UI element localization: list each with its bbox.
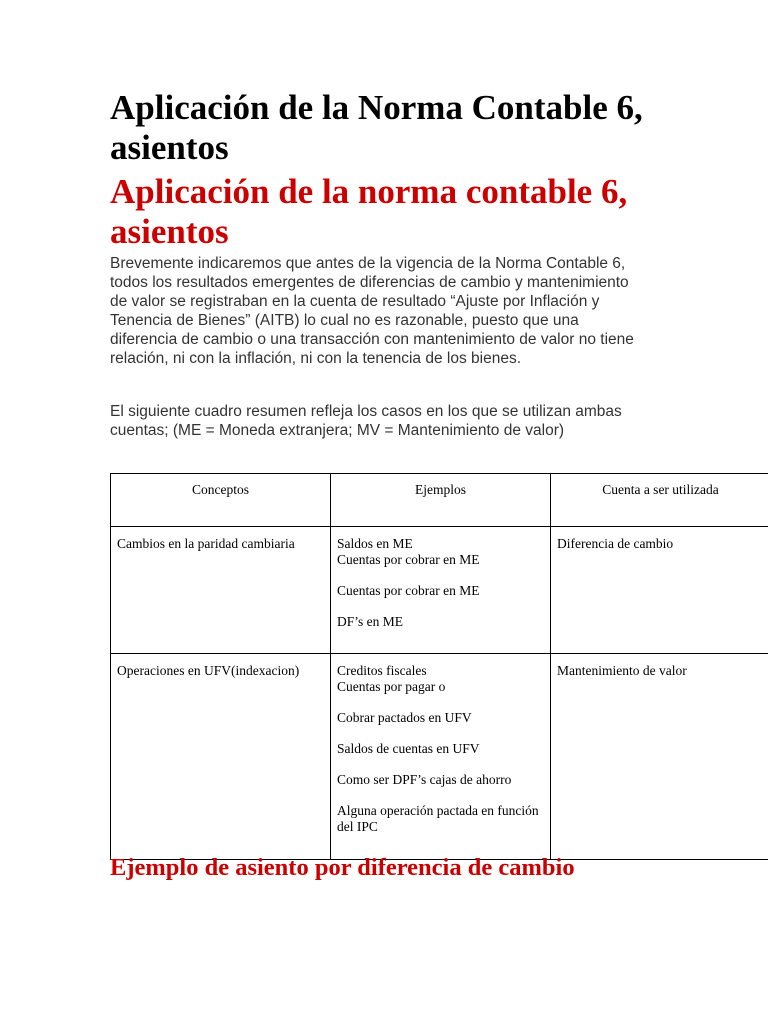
table-cell-concepto bbox=[111, 654, 331, 860]
table-cell-cuenta bbox=[551, 527, 768, 654]
ejemplo-item: Cobrar pactados en UFV bbox=[337, 710, 472, 725]
ejemplo-item: Cuentas por cobrar en ME bbox=[337, 552, 480, 567]
ejemplo-item: Cuentas por pagar o bbox=[337, 679, 446, 694]
table-header-cuenta: Cuenta a ser utilizada bbox=[551, 474, 768, 527]
ejemplo-item: Cuentas por cobrar en ME bbox=[337, 583, 480, 598]
ejemplo-item: Como ser DPF’s cajas de ahorro bbox=[337, 772, 512, 787]
table-cell-ejemplos bbox=[331, 527, 551, 654]
concepto-text: Operaciones en UFV(indexacion) bbox=[117, 663, 300, 678]
table-cell-concepto bbox=[111, 527, 331, 654]
ejemplo-item: Alguna operación pactada en función del IPC bbox=[337, 803, 539, 834]
cuenta-text: Diferencia de cambio bbox=[557, 536, 674, 551]
table-header-conceptos: Conceptos bbox=[111, 474, 331, 527]
table-header-ejemplos: Ejemplos bbox=[331, 474, 551, 527]
table-cell-cuenta bbox=[551, 654, 768, 860]
summary-intro-paragraph: El siguiente cuadro resumen refleja los casos en los que se utilizan ambas cuentas; (ME = Moneda extranjera; MV = Mantenimiento de valor) bbox=[110, 403, 622, 439]
table-cell-ejemplos bbox=[331, 654, 551, 860]
table-row bbox=[111, 654, 768, 860]
cuenta-text: Mantenimiento de valor bbox=[557, 663, 687, 678]
intro-paragraph: Brevemente indicaremos que antes de la vigencia de la Norma Contable 6, todos los resultados emergentes de diferencias de cambio y mantenimiento de valor se registraban en la cuenta de resultado “Ajuste por Inflación y Tenencia de Bienes” (AITB) lo cual no es razonable, puesto que una diferencia de cambio o una transacción con mantenimiento de valor no tiene relación, ni con la inflación, ni con la tenencia de los bienes. bbox=[110, 255, 634, 367]
document-title: Aplicación de la Norma Contable 6, asientos bbox=[110, 88, 643, 167]
section-heading: Ejemplo de asiento por diferencia de cambio bbox=[110, 854, 575, 881]
ejemplo-item: Creditos fiscales bbox=[337, 663, 427, 678]
ejemplo-item: Saldos de cuentas en UFV bbox=[337, 741, 480, 756]
table-row bbox=[111, 527, 768, 654]
concepto-text: Cambios en la paridad cambiaria bbox=[117, 536, 295, 551]
ejemplo-item: DF’s en ME bbox=[337, 614, 404, 629]
ejemplo-item: Saldos en ME bbox=[337, 536, 413, 551]
table-header-row bbox=[111, 474, 768, 527]
document-subtitle: Aplicación de la norma contable 6, asientos bbox=[110, 172, 628, 251]
summary-table bbox=[110, 473, 768, 860]
